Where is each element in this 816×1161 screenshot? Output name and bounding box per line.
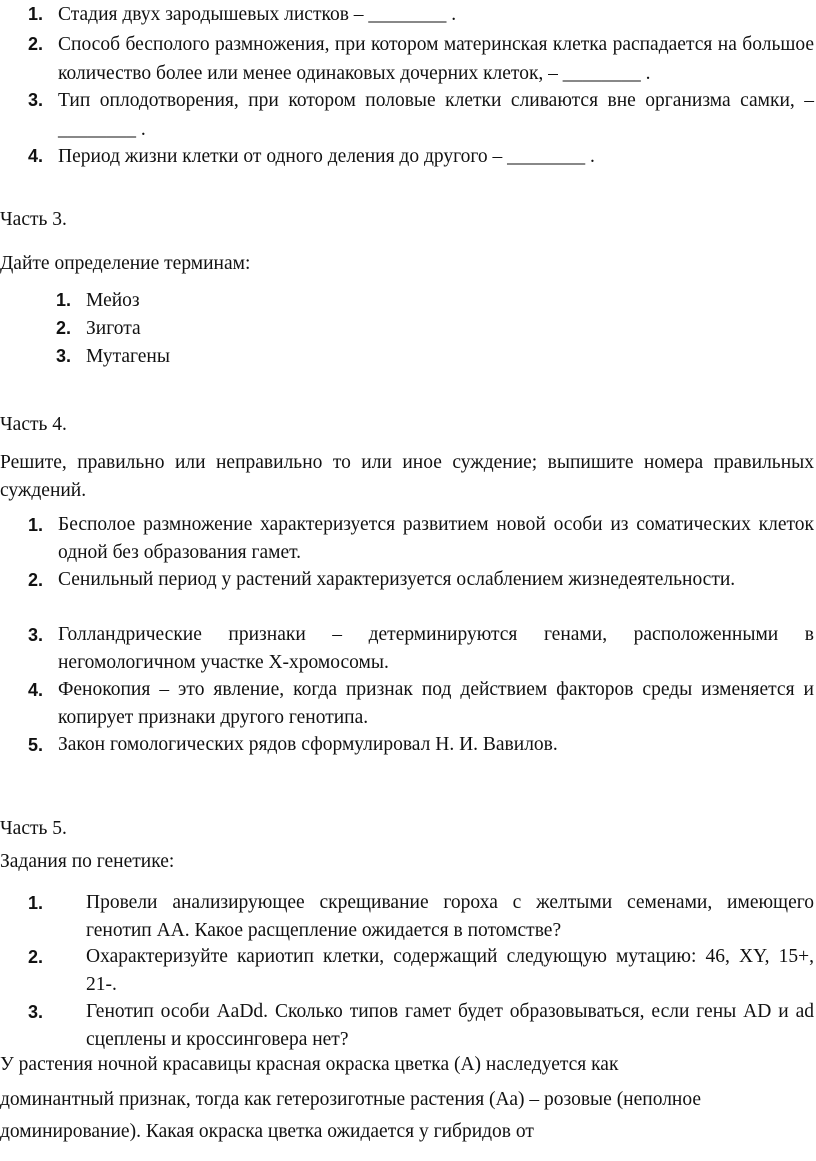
- item-number: 3.: [28, 90, 44, 110]
- item-text: Мутагены: [86, 346, 170, 367]
- item-text: Сенильный период у растений характеризуется ослаблением жизнедеятельности.: [58, 569, 736, 590]
- item-text: Генотип особи AaDd. Сколько типов гамет будет образовываться, если гены AD и ad сцеплены и кроссинговера нет?: [86, 1001, 814, 1050]
- item-text: Способ бесполого размножения, при котором материнская клетка распадается на большое количество более или менее одинаковых дочерних клеток, – ________ .: [58, 34, 814, 84]
- item-text: Зигота: [86, 318, 141, 339]
- item-text: Период жизни клетки от одного деления до другого – ________ .: [58, 146, 595, 167]
- item-text: Стадия двух зародышевых листков – ________ .: [58, 4, 457, 25]
- item-number: 1.: [28, 4, 44, 24]
- item-text: Мейоз: [86, 290, 140, 311]
- section-instruction: Дайте определение терминам:: [0, 253, 251, 274]
- item-number: 2.: [56, 318, 72, 338]
- section-heading: Часть 3.: [0, 209, 67, 230]
- item-number: 2.: [28, 947, 44, 967]
- item-text: Провели анализирующее скрещивание гороха с желтыми семенами, имеющего генотип АА. Какое расщепление ожидается в потомстве?: [86, 892, 814, 941]
- item-text: Охарактеризуйте кариотип клетки, содержащий следующую мутацию: 46, XY, 15+, 21-.: [86, 946, 814, 995]
- item-number: 3.: [28, 625, 44, 645]
- item-number: 1.: [28, 893, 44, 913]
- item-number: 3.: [28, 1002, 44, 1022]
- item-text: Фенокопия – это явление, когда признак под действием факторов среды изменяется и копирует признаки другого генотипа.: [58, 679, 814, 728]
- item-number: 3.: [56, 346, 72, 366]
- section-instruction: Задания по генетике:: [0, 851, 175, 872]
- problem-text-line: доминантный признак, тогда как гетерозиготные растения (Аа) – розовые (неполное: [0, 1089, 702, 1110]
- section-heading: Часть 4.: [0, 414, 67, 435]
- item-text: Голландрические признаки – детерминируются генами, расположенными в негомологичном участке Х-хромосомы.: [58, 624, 814, 673]
- item-number: 1.: [28, 515, 44, 535]
- item-text: Закон гомологических рядов сформулировал Н. И. Вавилов.: [58, 734, 558, 755]
- section-instruction: Решите, правильно или неправильно то или иное суждение; выпишите номера правильных суждений.: [0, 452, 814, 501]
- item-text: Бесполое размножение характеризуется развитием новой особи из соматических клеток одной без образования гамет.: [58, 514, 814, 563]
- item-number: 5.: [28, 735, 44, 755]
- item-number: 4.: [28, 146, 44, 166]
- item-number: 4.: [28, 680, 44, 700]
- item-number: 1.: [56, 290, 72, 310]
- problem-text-line: У растения ночной красавицы красная окраска цветка (А) наследуется как: [0, 1054, 619, 1075]
- item-number: 2.: [28, 34, 44, 54]
- item-number: 2.: [28, 570, 44, 590]
- section-heading: Часть 5.: [0, 818, 67, 839]
- item-text: Тип оплодотворения, при котором половые клетки сливаются вне организма самки, – ________ .: [58, 90, 814, 140]
- problem-text-line: доминирование). Какая окраска цветка ожидается у гибридов от: [0, 1121, 534, 1142]
